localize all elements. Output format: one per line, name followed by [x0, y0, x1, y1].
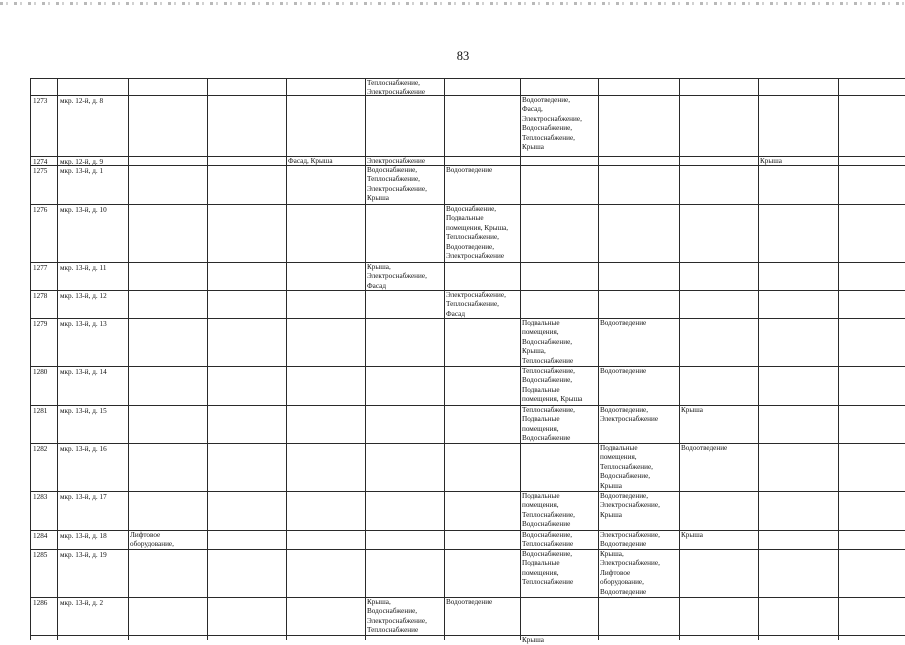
table-column-rule: [365, 78, 366, 640]
row-address: мкр. 13-й, д. 19: [60, 551, 107, 559]
repair-entry: Электроснабжение, Теплоснабжение, Фасад: [446, 291, 506, 318]
row-address: мкр. 13-й, д. 18: [60, 532, 107, 540]
row-address: мкр. 12-й, д. 8: [60, 97, 104, 105]
table-row-rule: [30, 491, 905, 492]
table-row-rule: [30, 262, 905, 263]
repair-entry: Водоотведение, Электроснабжение: [600, 406, 659, 424]
table-row-rule: [30, 405, 905, 406]
row-number: 1280: [33, 368, 48, 376]
table-row-rule: [30, 95, 905, 96]
repair-entry: Водоотведение: [681, 444, 728, 452]
table-column-rule: [838, 78, 839, 640]
repair-entry: Теплоснабжение, Электроснабжение: [367, 79, 426, 97]
repair-entry: Крыша: [522, 636, 544, 644]
row-number: 1279: [33, 320, 48, 328]
row-address: мкр. 13-й, д. 10: [60, 206, 107, 214]
table-column-rule: [679, 78, 680, 640]
row-number: 1273: [33, 97, 48, 105]
repair-entry: Крыша, Электроснабжение, Лифтовое оборудование, Водоотведение: [600, 550, 660, 596]
repair-entry: Электроснабжение, Водоотведение: [600, 531, 660, 549]
repair-entry: Водоснабжение, Теплоснабжение, Электроснабжение, Крыша: [367, 166, 427, 203]
table-column-rule: [207, 78, 208, 640]
table-row-rule: [30, 443, 905, 444]
row-address: мкр. 13-й, д. 16: [60, 445, 107, 453]
table-column-rule: [520, 78, 521, 640]
row-address: мкр. 12-й, д. 9: [60, 158, 104, 166]
repair-entry: Водоснабжение, Подвальные помещения, Крыша, Теплоснабжение, Водоотведение, Электроснабжение: [446, 205, 509, 261]
repair-entry: Крыша: [760, 157, 782, 165]
table-row-rule: [30, 366, 905, 367]
row-address: мкр. 13-й, д. 15: [60, 407, 107, 415]
repair-entry: Водоснабжение, Теплоснабжение: [522, 531, 574, 549]
row-number: 1282: [33, 445, 48, 453]
row-number: 1281: [33, 407, 48, 415]
row-number: 1285: [33, 551, 48, 559]
row-number: 1274: [33, 158, 48, 166]
row-number: 1284: [33, 532, 48, 540]
page-number: 83: [456, 49, 470, 63]
repair-entry: Водоотведение, Фасад, Электроснабжение, Водоснабжение, Теплоснабжение, Крыша: [522, 96, 582, 152]
repair-entry: Подвальные помещения, Водоснабжение, Крыша, Теплоснабжение: [522, 319, 574, 365]
row-address: мкр. 13-й, д. 12: [60, 292, 107, 300]
row-address: мкр. 13-й, д. 1: [60, 167, 104, 175]
row-number: 1277: [33, 264, 48, 272]
repair-entry: Теплоснабжение, Водоснабжение, Подвальные помещения, Крыша: [522, 367, 583, 404]
table-column-rule: [444, 78, 445, 640]
row-number: 1276: [33, 206, 48, 214]
table-column-rule: [57, 78, 58, 640]
repair-entry: Крыша, Водоснабжение, Электроснабжение, Теплоснабжение: [367, 598, 427, 635]
row-number: 1278: [33, 292, 48, 300]
row-address: мкр. 13-й, д. 17: [60, 493, 107, 501]
repair-entry: Водоотведение: [446, 166, 493, 174]
repair-entry: Водоотведение, Электроснабжение, Крыша: [600, 492, 660, 519]
repair-entry: Крыша: [681, 531, 703, 539]
repair-entry: Электроснабжение: [367, 157, 426, 165]
repair-entry: Лифтовое оборудование,: [130, 531, 174, 549]
row-number: 1283: [33, 493, 48, 501]
row-number: 1275: [33, 167, 48, 175]
repair-entry: Водоснабжение, Подвальные помещения, Теплоснабжение: [522, 550, 574, 587]
row-number: 1286: [33, 599, 48, 607]
table-row-rule: [30, 635, 905, 636]
table-row-rule: [30, 78, 905, 79]
table-column-rule: [128, 78, 129, 640]
repair-entry: Теплоснабжение, Подвальные помещения, Водоснабжение: [522, 406, 575, 443]
repair-entry: Крыша: [681, 406, 703, 414]
table-column-rule: [598, 78, 599, 640]
repair-entry: Крыша, Электроснабжение, Фасад: [367, 263, 427, 290]
repair-entry: Водоотведение: [600, 319, 647, 327]
repair-entry: Подвальные помещения, Теплоснабжение, Водоснабжение, Крыша: [600, 444, 653, 490]
repair-entry: Водоотведение: [600, 367, 647, 375]
table-column-rule: [286, 78, 287, 640]
row-address: мкр. 13-й, д. 14: [60, 368, 107, 376]
row-address: мкр. 13-й, д. 2: [60, 599, 104, 607]
repair-entry: Водоотведение: [446, 598, 493, 606]
table-column-rule: [758, 78, 759, 640]
row-address: мкр. 13-й, д. 11: [60, 264, 107, 272]
row-address: мкр. 13-й, д. 13: [60, 320, 107, 328]
repair-entry: Фасад, Крыша: [288, 157, 333, 165]
table-column-rule: [30, 78, 31, 640]
repair-entry: Подвальные помещения, Теплоснабжение, Водоснабжение: [522, 492, 575, 529]
